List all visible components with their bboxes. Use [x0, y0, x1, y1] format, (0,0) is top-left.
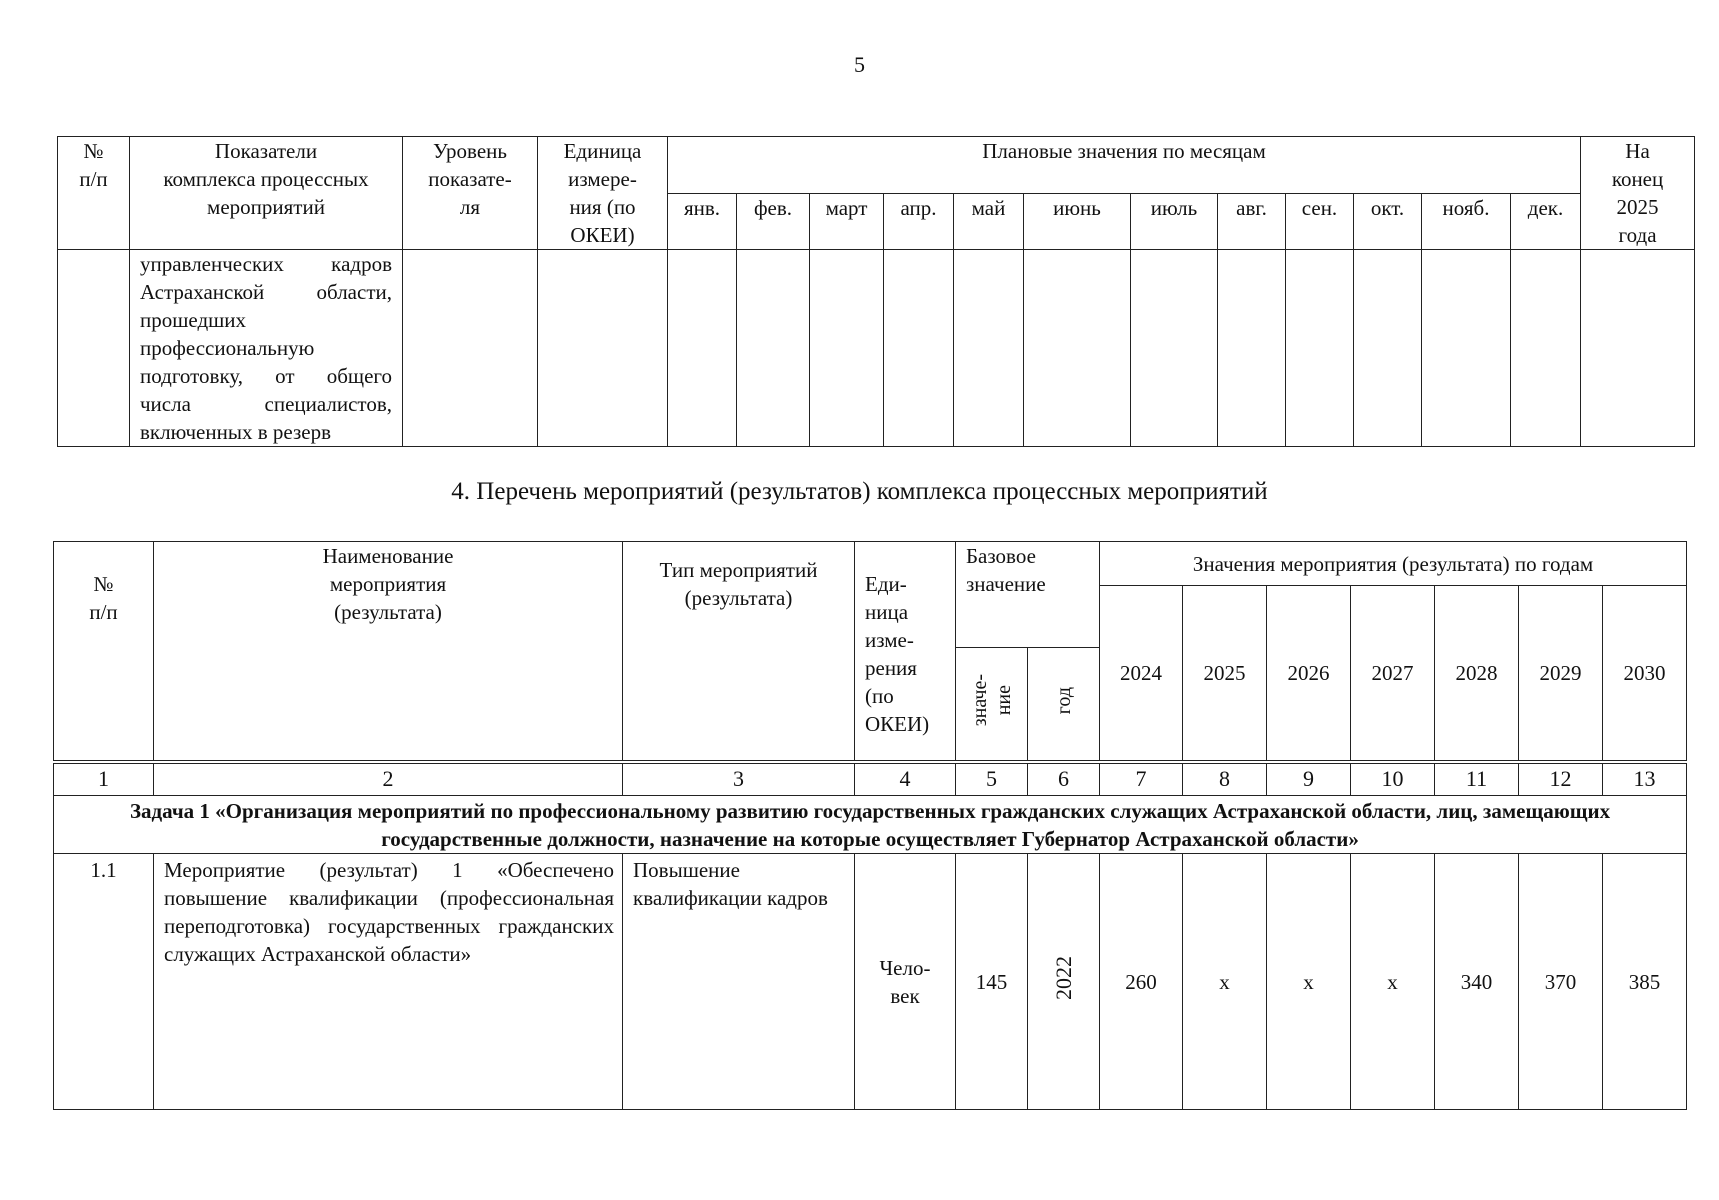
t1-cell-empty — [1354, 250, 1422, 447]
section-title: 4. Перечень мероприятий (результатов) комплекса процессных мероприятий — [451, 478, 1268, 505]
t2-row-value: 385 — [1603, 854, 1687, 1110]
t2-col-number: 1 — [54, 762, 154, 796]
t2-col-number: 10 — [1351, 762, 1435, 796]
t1-cell-empty — [1131, 250, 1218, 447]
t1-indicator-text: управленческих кадров Астраханской области, прошедших профессиональную подготовку, от общего числа специалистов, включенных в резерв — [130, 250, 403, 447]
t2-col-number: 11 — [1435, 762, 1519, 796]
t1-cell-empty — [1218, 250, 1286, 447]
indicators-table — [57, 136, 1695, 447]
t1-month: март — [810, 193, 884, 250]
t2-header-years-title: Значения мероприятия (результата) по годам — [1100, 542, 1687, 586]
t2-row-base-year-cell — [1028, 854, 1100, 1110]
t2-header-unit: Еди- ница изме- рения (по ОКЕИ) — [855, 542, 956, 762]
t2-col-number: 7 — [1100, 762, 1183, 796]
t2-col-number: 4 — [855, 762, 956, 796]
t2-header-base-value: значе- ние — [968, 674, 1015, 727]
t2-header-year: 2030 — [1603, 586, 1687, 762]
t1-month: июль — [1131, 193, 1218, 250]
t2-header-year: 2029 — [1519, 586, 1603, 762]
t1-cell-empty — [954, 250, 1024, 447]
t1-header-end: На конец 2025 года — [1581, 137, 1695, 250]
t1-cell-empty — [810, 250, 884, 447]
t1-month: янв. — [668, 193, 737, 250]
t2-header-year: 2025 — [1183, 586, 1267, 762]
t2-row-num: 1.1 — [54, 854, 154, 1110]
t1-month: июнь — [1024, 193, 1131, 250]
t1-header-indicator: Показатели комплекса процессных мероприятий — [130, 137, 403, 250]
table-row — [54, 854, 1687, 1110]
t2-row-type: Повышение квалификации кадров — [623, 854, 855, 1110]
t1-cell-empty — [737, 250, 810, 447]
t1-cell-empty — [884, 250, 954, 447]
t1-month: апр. — [884, 193, 954, 250]
t2-row-value: х — [1267, 854, 1351, 1110]
t1-month: фев. — [737, 193, 810, 250]
t1-header-unit: Единица измере- ния (по ОКЕИ) — [538, 137, 668, 250]
t2-row-value: 340 — [1435, 854, 1519, 1110]
t1-cell-empty — [1422, 250, 1511, 447]
t2-row-value: 370 — [1519, 854, 1603, 1110]
t1-cell-empty — [1511, 250, 1581, 447]
t1-cell-empty — [403, 250, 538, 447]
t2-header-base-year-cell — [1028, 648, 1100, 762]
t1-month: май — [954, 193, 1024, 250]
t2-row-unit: Чело- век — [855, 854, 956, 1110]
t2-col-number: 6 — [1028, 762, 1100, 796]
t1-cell-empty — [538, 250, 668, 447]
t2-header-base: Базовое значение — [956, 542, 1100, 648]
t2-col-number: 12 — [1519, 762, 1603, 796]
t2-header-year: 2028 — [1435, 586, 1519, 762]
t2-header-num: № п/п — [54, 542, 154, 762]
t2-header-year: 2024 — [1100, 586, 1183, 762]
t2-header-base-year: год — [1052, 686, 1075, 714]
t2-col-number: 3 — [623, 762, 855, 796]
t1-cell-empty — [1581, 250, 1695, 447]
t1-header-num: № п/п — [58, 137, 130, 250]
t2-row-value: х — [1183, 854, 1267, 1110]
t2-row-value: х — [1351, 854, 1435, 1110]
t2-row-value: 260 — [1100, 854, 1183, 1110]
t1-month: окт. — [1354, 193, 1422, 250]
t2-header-name: Наименование мероприятия (результата) — [154, 542, 623, 762]
page-number: 5 — [854, 52, 865, 77]
t2-task-row: Задача 1 «Организация мероприятий по профессиональному развитию государственных гражданских служащих Астраханской области, лиц, замещающих государственные должности, назначение на которые осуществляет Губернатор Астраханской области» — [54, 796, 1687, 854]
t2-col-number: 13 — [1603, 762, 1687, 796]
t2-col-number: 5 — [956, 762, 1028, 796]
t1-month: дек. — [1511, 193, 1581, 250]
t2-row-base-year: 2022 — [1050, 956, 1076, 1000]
t2-header-base-value-cell — [956, 648, 1028, 762]
t1-cell-empty — [1286, 250, 1354, 447]
t2-header-year: 2026 — [1267, 586, 1351, 762]
t1-cell-empty — [668, 250, 737, 447]
t2-col-number: 9 — [1267, 762, 1351, 796]
t2-col-number: 8 — [1183, 762, 1267, 796]
t1-month: сен. — [1286, 193, 1354, 250]
t1-cell-empty — [1024, 250, 1131, 447]
t1-header-plan: Плановые значения по месяцам — [668, 137, 1581, 194]
t1-month: нояб. — [1422, 193, 1511, 250]
t1-cell-empty — [58, 250, 130, 447]
t2-row-base-value: 145 — [956, 854, 1028, 1110]
t2-col-number: 2 — [154, 762, 623, 796]
t1-month: авг. — [1218, 193, 1286, 250]
activities-table — [53, 541, 1687, 1110]
t1-header-level: Уровень показате- ля — [403, 137, 538, 250]
t2-header-year: 2027 — [1351, 586, 1435, 762]
t2-row-name: Мероприятие (результат) 1 «Обеспечено повышение квалификации (профессиональная переподготовка) государственных гражданских служащих Астраханской области» — [154, 854, 623, 1110]
t2-header-type: Тип мероприятий (результата) — [623, 542, 855, 762]
